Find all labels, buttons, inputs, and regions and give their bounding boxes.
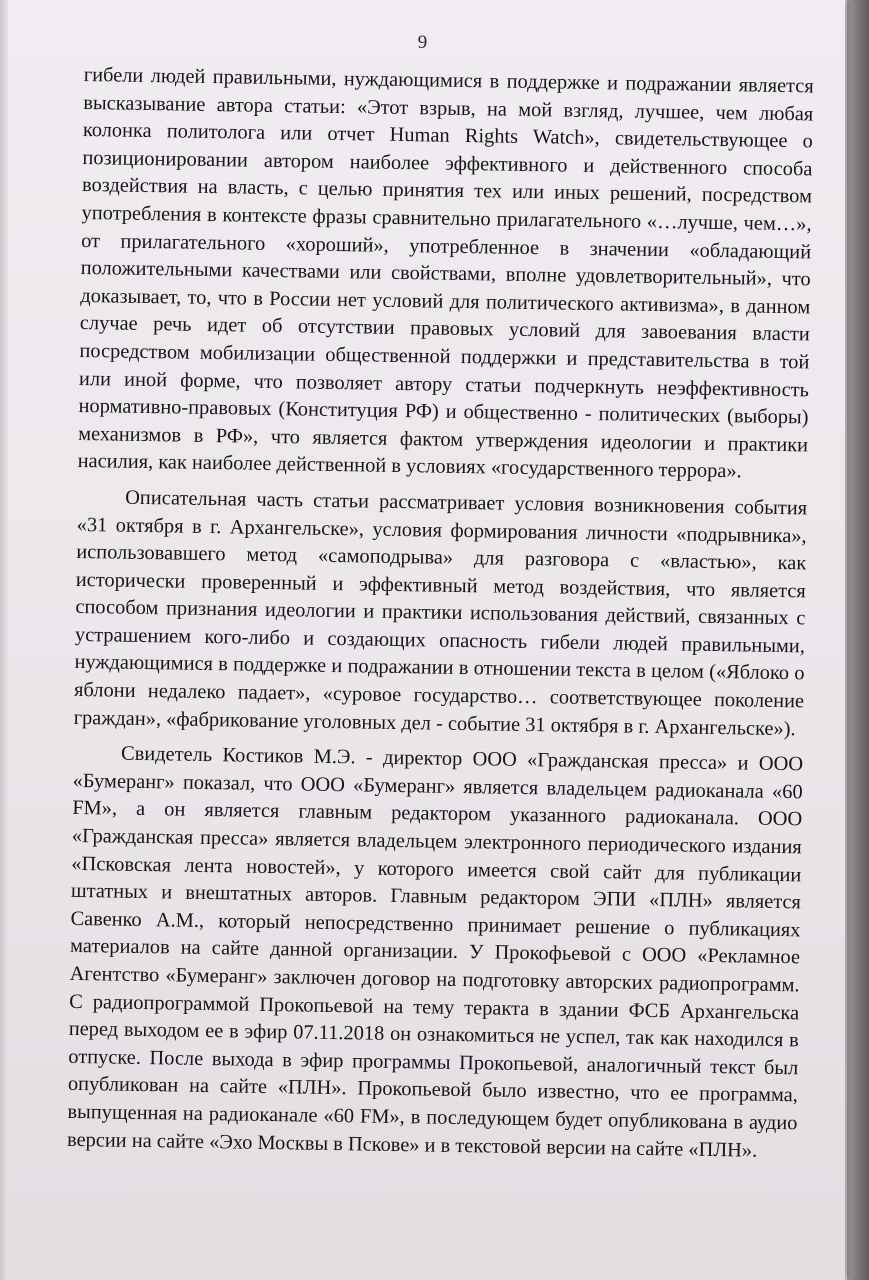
document-body <box>67 62 814 1165</box>
background-edge <box>847 0 869 1280</box>
paragraph-description: Описательная часть статьи рассматривает условия возникновения события «31 октября в г. Архангельске», условия формирования личности «подрывника», использовавшего метод «самоподрыва» для разговора с «властью», как исторически проверенный и эффективный метод воздействия, что является способом признания идеологии и практики использования действий, связанных с устрашением кого-либо и создающих опасность гибели людей правильными, нуждающимися в поддержке и подражании в отношении текста в целом («Яблоко о яблони недалеко падает», «суровое государство… соответствующее поколение граждан», «фабрикование уголовных дел - событие 31 октября в г. Архангельске»). <box>73 486 808 740</box>
paragraph-witness: Свидетель Костиков М.Э. - директор ООО «Гражданская пресса» и ООО «Бумеранг» показал, что ООО «Бумеранг» является владельцем радиоканала «60 FM», а он является главным редактором указанного радиоканала. ООО «Гражданская пресса» является владельцем электронного периодического издания «Псковская лента новостей», у которого имеется свой сайт для публикации штатных и внештатных авторов. Главным редактором ЭПИ «ПЛН» является Савенко А.М., который непосредственно принимает решение о публикациях материалов на сайте данной организации. У Прокофьевой с ООО «Рекламное Агентство «Бумеранг» заключен договор на подготовку авторских радиопрограмм. С радиопрограммой Прокопьевой на тему теракта в здании ФСБ Архангельска перед выходом ее в эфир 07.11.2018 он ознакомиться не успел, так как находился в отпуске. После выхода в эфир программы Прокопьевой, аналогичный текст был опубликован на сайте «ПЛН». Прокопьевой было известно, что ее программа, выпущенная на радиоканале «60 FM», в последующем будет опубликована в аудио версии на сайте «Эхо Москвы в Пскове» и в текстовой версии на сайте «ПЛН». <box>66 742 804 1162</box>
paragraph-continuation: гибели людей правильными, нуждающимися в поддержке и подражании является высказывание автора статьи: «Этот взрыв, на мой взгляд, лучшее, чем любая колонка политолога или отчет Human Rights Watch», свидетельствующее о позиционировании автором наиболее эффективного и действенного способа воздействия на власть, с целью принятия тех или иных решений, посредством употребления в контексте фразы сравнительно прилагательного «…лучше, чем…», от прилагательного «хороший», употребленное в значении «обладающий положительными качествами или свойствами, вполне удовлетворительный», что доказывает, то, что в России нет условий для политического активизма», в данном случае речь идет об отсутствии правовых условий для завоевания власти посредством мобилизации общественной поддержки и представительства в той или иной форме, что позволяет автору статьи подчеркнуть неэффективность нормативно-правовых (Конституция РФ) и общественно - политических (выборы) механизмов в РФ», что является фактом утверждения идеологии и практики насилия, как наиболее действенной в условиях «государственного террора». <box>77 63 814 483</box>
page-number: 9 <box>417 32 428 53</box>
page-left-edge <box>0 0 8 1280</box>
